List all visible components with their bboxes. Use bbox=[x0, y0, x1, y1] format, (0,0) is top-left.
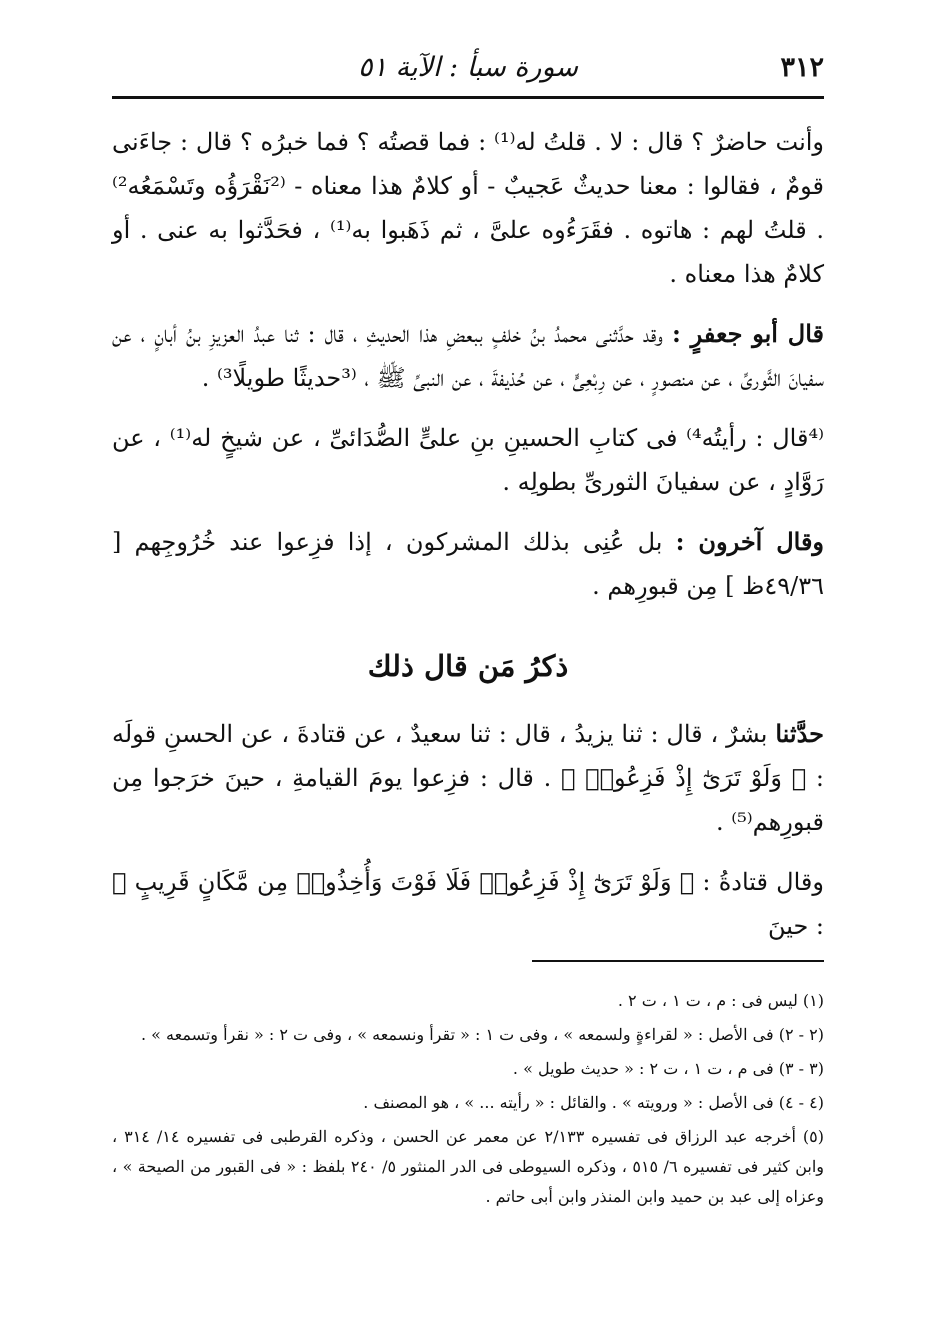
paragraph-5 bbox=[112, 712, 824, 844]
paragraph-2 bbox=[112, 312, 824, 400]
section-heading: ذكرُ مَن قال ذلك bbox=[367, 649, 569, 683]
main-text bbox=[112, 120, 824, 964]
paragraph-3: ⁽⁴قال : رأيتُه⁴⁾ فى كتابِ الحسينِ بنِ علىٍّ الصُّدَائىِّ ، عن شيخٍ له⁽¹⁾ ، عن رَوَّادٍ ، عن سفيانَ الثورىِّ بطولِه . bbox=[112, 424, 824, 496]
footnote-1: (١) ليس فى : م ، ت ١ ، ت ٢ . bbox=[617, 991, 824, 1010]
page-header bbox=[112, 48, 824, 96]
paragraph-4 bbox=[112, 520, 824, 608]
running-title: سورة سبأ : الآية ٥١ bbox=[357, 52, 579, 83]
paragraph-2-text: وقد حدَّثنى محمدُ بنُ خلفٍ ببعضِ هذا الحديثِ ، قال : ثنا عبدُ العزيزِ بنُ أبانٍ ، عن سفيانَ الثَّورىِّ ، عن منصورٍ ، عن رِبْعِىٍّ ، عن حُذيفةَ ، عن النبىِّ ﷺ ، ⁽³حديثًا طويلًا³⁾ . bbox=[112, 320, 824, 392]
paragraph-5-lead: حدَّثنا bbox=[775, 719, 824, 748]
footnote-2: (٢ - ٢) فى الأصل : « لقراءةٍ ولسمعه » ، وفى ت ١ : « تقرأ ونسمعه » ، وفى ت ٢ : « نقرأ وتسمعه » . bbox=[140, 1025, 824, 1044]
paragraph-1: وأنت حاضرٌ ؟ قال : لا . قلتُ له⁽¹⁾ : فما قصتُه ؟ فما خبرُه ؟ قال : جاءَنى قومٌ ، فقالوا : معنا حديثٌ عَجيبٌ - أو كلامٌ هذا معناه - ⁽²نَقْرَؤُه وتَسْمَعُه²⁾ . قلتُ لهم : هاتوه . فقَرَءُوه علىَّ ، ثم ذَهَبوا به⁽¹⁾ ، فحَدَّثوا به عنى . أو كلامٌ هذا معناه . bbox=[112, 128, 825, 288]
paragraph-2-lead: قال أبو جعفرٍ : bbox=[671, 319, 824, 348]
footnote-5: (٥) أخرجه عبد الرزاق فى تفسيره ٢/١٣٣ عن معمر عن الحسن ، وذكره القرطبى فى تفسيره ١٤/ ٣١٤ ، وابن كثير فى تفسيره ٦/ ٥١٥ ، وذكره السيوطى فى الدر المنثور ٥/ ٢٤٠ بلفظ : « فى القبور من الصيحة » ، وعزاه إلى عبد بن حميد وابن المنذر وابن أبى حاتم . bbox=[112, 1127, 825, 1206]
paragraph-6: وقال قتادةُ : ﴿ وَلَوْ تَرَىٰٓ إِذْ فَزِعُوا۟ فَلَا فَوْتَ وَأُخِذُوا۟ مِن مَّكَانٍ قَرِيبٍ ﴾ : حينَ bbox=[112, 868, 824, 940]
footnote-3: (٣ - ٣) فى م ، ت ١ ، ت ٢ : « حديث طويل » . bbox=[512, 1059, 824, 1078]
paragraph-4-text: بل عُنِى بذلك المشركون ، إذا فزِعوا عند خُرُوجِهم [ ٤٩/٣٦ظ ] مِن قبورِهم . bbox=[112, 528, 824, 600]
paragraph-5-text: بشرٌ ، قال : ثنا يزيدُ ، قال : ثنا سعيدٌ ، عن قتادةَ ، عن الحسنِ قولَه : ﴿ وَلَوْ تَرَىٰٓ إِذْ فَزِعُوا۟ ﴾ . قال : فزِعوا يومَ القيامةِ ، حينَ خرَجوا مِن قبورِهم⁽⁵⁾ . bbox=[112, 720, 824, 836]
footnote-4: (٤ - ٤) فى الأصل : « ورويته » . والقائل : « رأيته ... » ، هو المصنف . bbox=[363, 1093, 824, 1112]
footnote-rule bbox=[532, 960, 824, 962]
page-number: ٣١٢ bbox=[780, 52, 824, 83]
paragraph-4-lead: وقال آخرون : bbox=[675, 527, 825, 556]
footnotes bbox=[112, 986, 824, 1216]
header-rule bbox=[112, 96, 824, 99]
